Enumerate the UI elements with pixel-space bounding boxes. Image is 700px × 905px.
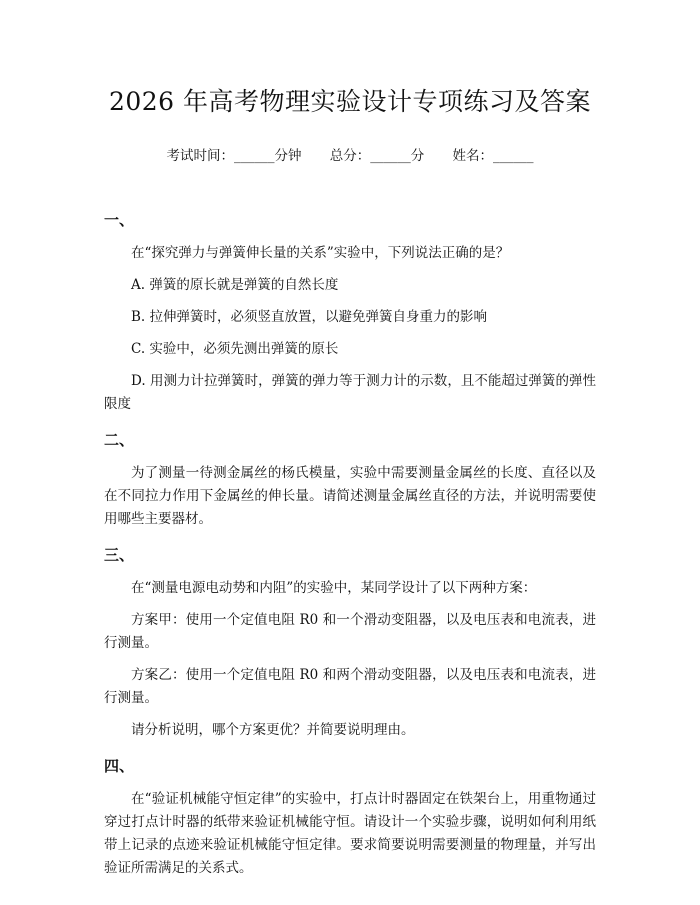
question-number: 三、 [104,546,135,564]
exam-time-label: 考试时间： [166,148,234,164]
option-a: A. 弹簧的原长就是弹簧的自然长度 [131,277,339,293]
student-name-label: 姓名： [452,148,494,164]
question-stem: 在“测量电源电动势和内阻”的实验中，某同学设计了以下两种方案： [131,580,537,596]
option-c: C. 实验中，必须先测出弹簧的原长 [131,341,339,357]
option-b: B. 拉伸弹簧时，必须竖直放置，以避免弹簧自身重力的影响 [131,309,488,325]
total-score-blank: ______ [370,148,411,164]
plan-b: 方案乙：使用一个定值电阻 R0 和两个滑动变阻器，以及电压表和电流表，进行测量。 [104,667,596,706]
student-name-field [453,144,534,164]
question-prompt: 请分析说明，哪个方案更优？并简要说明理由。 [131,722,415,738]
exam-info-line [104,144,596,164]
question-number: 四、 [104,757,135,775]
question-section-1 [104,210,596,416]
total-score-label: 总分： [329,148,371,164]
total-score-field [330,144,425,164]
question-section-3 [104,545,596,742]
student-name-blank: ______ [493,148,534,164]
question-section-2 [104,430,596,531]
question-stem: 在“探究弹力与弹簧伸长量的关系”实验中，下列说法正确的是？ [131,245,510,261]
page-title: 2026 年高考物理实验设计专项练习及答案 [108,87,592,116]
question-stem: 为了测量一待测金属丝的杨氏模量，实验中需要测量金属丝的长度、直径以及在不同拉力作用下金属丝的伸长量。请简述测量金属丝直径的方法，并说明需要使用哪些主要器材。 [104,465,596,527]
question-number: 二、 [104,431,135,449]
question-number: 一、 [104,211,135,229]
question-section-4 [104,756,596,880]
option-d: D. 用测力计拉弹簧时，弹簧的弹力等于测力计的示数，且不能超过弹簧的弹性限度 [104,373,596,412]
exam-time-blank: ______ [233,148,275,164]
total-score-unit: 分 [410,148,425,164]
exam-time-unit: 分钟 [274,148,302,164]
exam-time-field [166,144,301,164]
plan-a: 方案甲：使用一个定值电阻 R0 和一个滑动变阻器，以及电压表和电流表，进行测量。 [104,612,596,651]
question-stem: 在“验证机械能守恒定律”的实验中，打点计时器固定在铁架台上，用重物通过穿过打点计时器的纸带来验证机械能守恒。请设计一个实验步骤，说明如何利用纸带上记录的点迹来验证机械能守恒定律。要求简要说明需要测量的物理量，并写出验证所需满足的关系式。 [104,791,596,876]
